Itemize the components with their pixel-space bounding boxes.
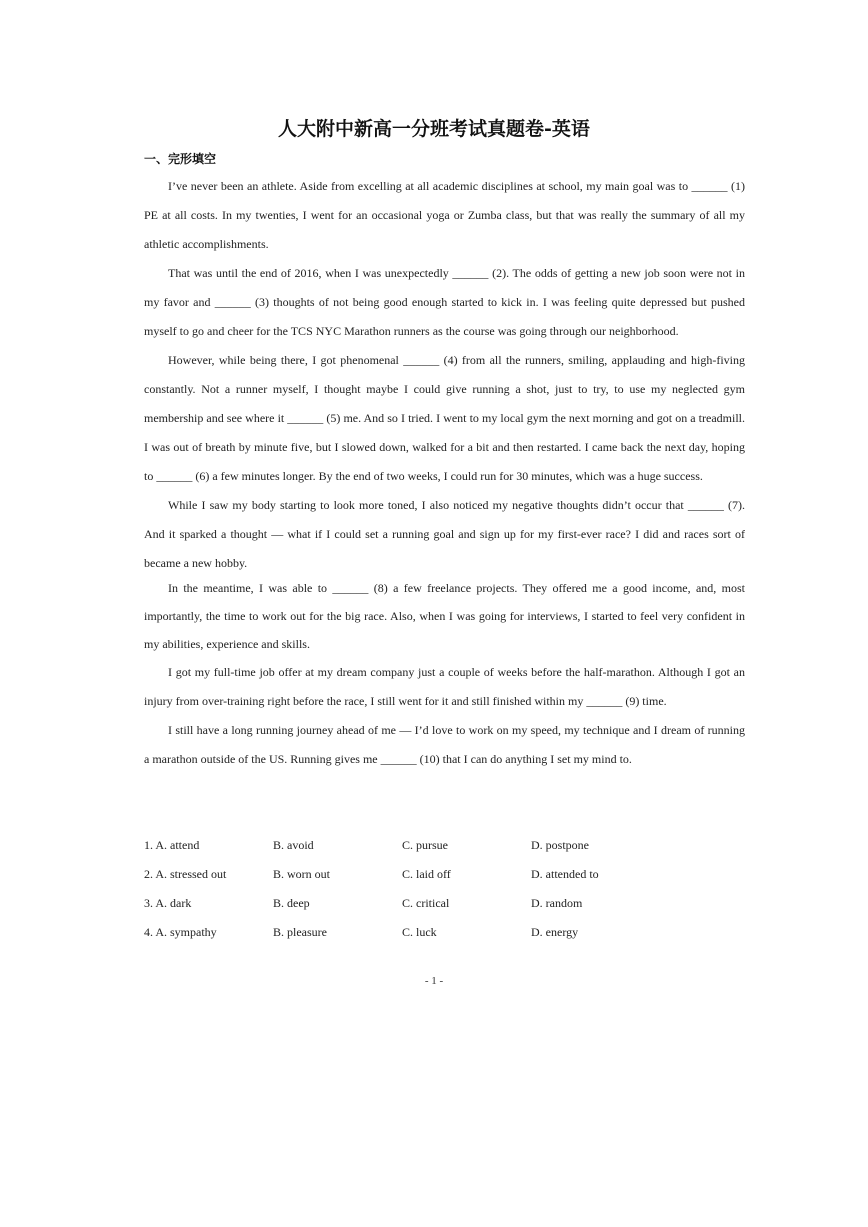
page-number: - 1 - — [424, 975, 444, 987]
option-b: B. avoid — [273, 838, 314, 852]
option-c: C. critical — [402, 896, 450, 910]
paragraph: In the meantime, I was able to ______ (8) a few freelance projects. They offered me a good income, and, most importantly, the time to work out for the big race. Also, when I was going for interviews, I started to feel very confident in my abilities, experience and skills. — [144, 581, 745, 651]
option-c: C. pursue — [402, 838, 448, 852]
option-a: 4. A. sympathy — [144, 925, 217, 939]
option-d: D. energy — [531, 925, 579, 939]
option-a: 3. A. dark — [144, 896, 192, 910]
passage — [144, 172, 745, 774]
option-b: B. pleasure — [273, 925, 327, 939]
option-a: 2. A. stressed out — [144, 867, 227, 881]
page-title: 人大附中新高一分班考试真题卷-英语 — [278, 118, 590, 140]
option-a: 1. A. attend — [144, 838, 200, 852]
paragraph: I still have a long running journey ahead of me — I’d love to work on my speed, my technique and I dream of running a marathon outside of the US. Running gives me ______ (10) that I can do anything I set my mind to. — [144, 723, 745, 766]
paragraph: I’ve never been an athlete. Aside from excelling at all academic disciplines at school, my main goal was to ______ (1) PE at all costs. In my twenties, I went for an occasional yoga or Zumba class, but that was really the summary of all my athletic accomplishments. — [144, 179, 745, 251]
option-c: C. luck — [402, 925, 437, 939]
paragraph: That was until the end of 2016, when I was unexpectedly ______ (2). The odds of getting a new job soon were not in my favor and ______ (3) thoughts of not being good enough started to kick in. I was feeling quite depressed but pushed myself to go and cheer for the TCS NYC Marathon runners as the course was going through our neighborhood. — [144, 266, 745, 338]
option-c: C. laid off — [402, 867, 451, 881]
option-d: D. random — [531, 896, 583, 910]
option-d: D. attended to — [531, 867, 599, 881]
option-d: D. postpone — [531, 838, 589, 852]
option-b: B. deep — [273, 896, 310, 910]
section-heading: 一、完形填空 — [144, 152, 217, 166]
paragraph: While I saw my body starting to look more toned, I also noticed my negative thoughts didn’t occur that ______ (7). And it sparked a thought — what if I could set a running goal and sign up for my first-ever race? I did and races sort of became a new hobby. — [144, 498, 745, 570]
paragraph: However, while being there, I got phenomenal ______ (4) from all the runners, smiling, applauding and high-fiving constantly. Not a runner myself, I thought maybe I could give running a shot, just to try, to use my neglected gym membership and see where it ______ (5) me. And so I tried. I went to my local gym the next morning and got on a treadmill. I was out of breath by minute five, but I slowed down, walked for a bit and then restarted. I came back the next day, hoping to ______ (6) a few minutes longer. By the end of two weeks, I could run for 30 minutes, which was a huge success. — [144, 353, 745, 483]
option-b: B. worn out — [273, 867, 330, 881]
paragraph: I got my full-time job offer at my dream company just a couple of weeks before the half-marathon. Although I got an injury from over-training right before the race, I still went for it and still finished within my ______ (9) time. — [144, 665, 745, 708]
